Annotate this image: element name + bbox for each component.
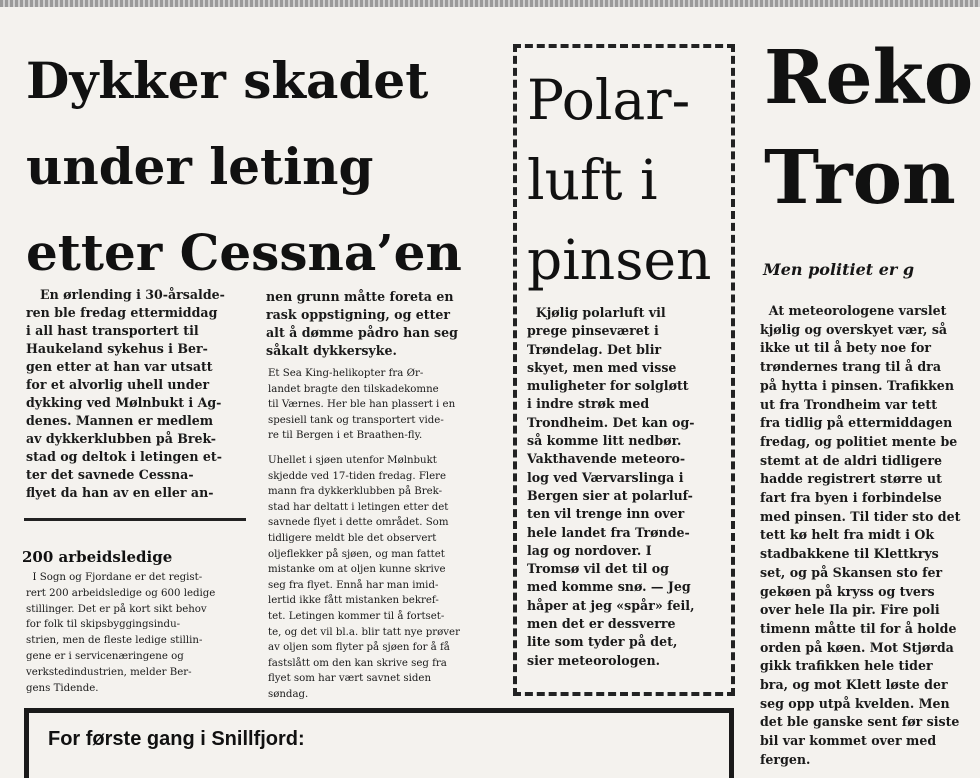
article-headline-dykker: Dykker skadet under leting etter Cessna’en	[26, 51, 462, 282]
article-headline-arbeidsledige: 200 arbeidsledige	[22, 548, 173, 567]
article-headline-polarluft: Polar- luft i pinsen	[527, 68, 712, 292]
article-paragraph-accident: Uhellet i sjøen utenfor Mølnbukt skjedde ved 17-tiden fredag. Flere mann fra dykkerklubben på Brek- stad har deltatt i letingen etter det savnede flyet i dette området. Som tidligere meldt ble det observert oljeflekker på sjøen, og man fattet mistanke om at oljen kunne skrive seg fra flyet. Ennå har man imid- lertid ikke fått mistanken bekref- tet. Letingen kommer til å fortset- te, og det vil bl.a. blir tatt nye prøver av oljen som flyter på sjøen for å få fastslått om den kan skrive seg fra flyet som har vært savnet siden søndag.	[268, 455, 460, 700]
article-headline-snillfjord: For første gang i Snillfjord:	[48, 728, 305, 750]
article-subheadline-rekord: Men politiet er g	[763, 260, 915, 279]
column-divider-rule	[24, 518, 246, 521]
article-paragraph-helicopter: Et Sea King-helikopter fra Ør- landet bragte den tilskadekomne til Værnes. Her ble han plassert i en spesiell tank og transportert vide- re til Bergen i et Braathen-fly.	[268, 368, 456, 441]
article-text-arbeidsledige: I Sogn og Fjordane er det regist- rert 200 arbeidsledige og 600 ledige stillinger. Det er på kort sikt behov for folk til skipsbyggingsindu- strien, men de fleste ledige stillin- gene er i servicenæringene og verkstedindustrien, melder Ber- gens Tidende.	[26, 572, 216, 694]
article-text-rekord: At meteorologene varslet kjølig og overskyet vær, så ikke ut til å bety noe for trøndernes trang til å dra på hytta i pinsen. Trafikken ut fra Trondheim var tett fra tidlig på ettermiddagen fredag, og politiet mente be stemt at de aldri tidligere hadde registrert større ut fart fra byen i forbindelse med pinsen. Til tider sto det tett kø helt fra midt i Ok stadbakkene til Klettkrys set, og på Skansen sto fer gekøen på kryss og tvers over hele Ila pir. Fire poli timenn måtte til for å holde orden på køen. Mot Stjørda gikk trafikken hele tider bra, og mot Klett løste der seg opp utpå kvelden. Men det ble ganske sent før siste bil var kommet over med fergen.	[760, 303, 961, 767]
article-lead-dykker: En ørlending i 30-årsalde- ren ble fredag ettermiddag i all hast transportert til Haukeland sykehus i Ber- gen etter at han var utsatt for et alvorlig uhell under dykking ved Mølnbukt i Ag- denes. Mannen er medlem av dykkerklubben på Brek- stad og deltok i letingen et- ter det savnede Cessna- flyet da han av en eller an-	[26, 287, 225, 500]
article-lead-continued: nen grunn måtte foreta en rask oppstigning, og etter alt å dømme pådro han seg såkalt dykkersyke.	[266, 289, 458, 358]
top-border-rule	[0, 0, 980, 7]
article-text-polarluft: Kjølig polarluft vil prege pinseværet i Trøndelag. Det blir skyet, men med visse muligheter for solgløtt i indre strøk med Trondheim. Det kan og- så komme litt nedbør. Vakthavende meteoro- log ved Værvarslinga i Bergen sier at polarluf- ten vil trenge inn over hele landet fra Trønde- lag og nordover. I Tromsø vil det til og med komme snø. — Jeg håper at jeg «spår» feil, men det er dessverre lite som tyder på det, sier meteorologen.	[527, 305, 695, 668]
article-headline-rekord: Reko Tron	[764, 35, 974, 221]
